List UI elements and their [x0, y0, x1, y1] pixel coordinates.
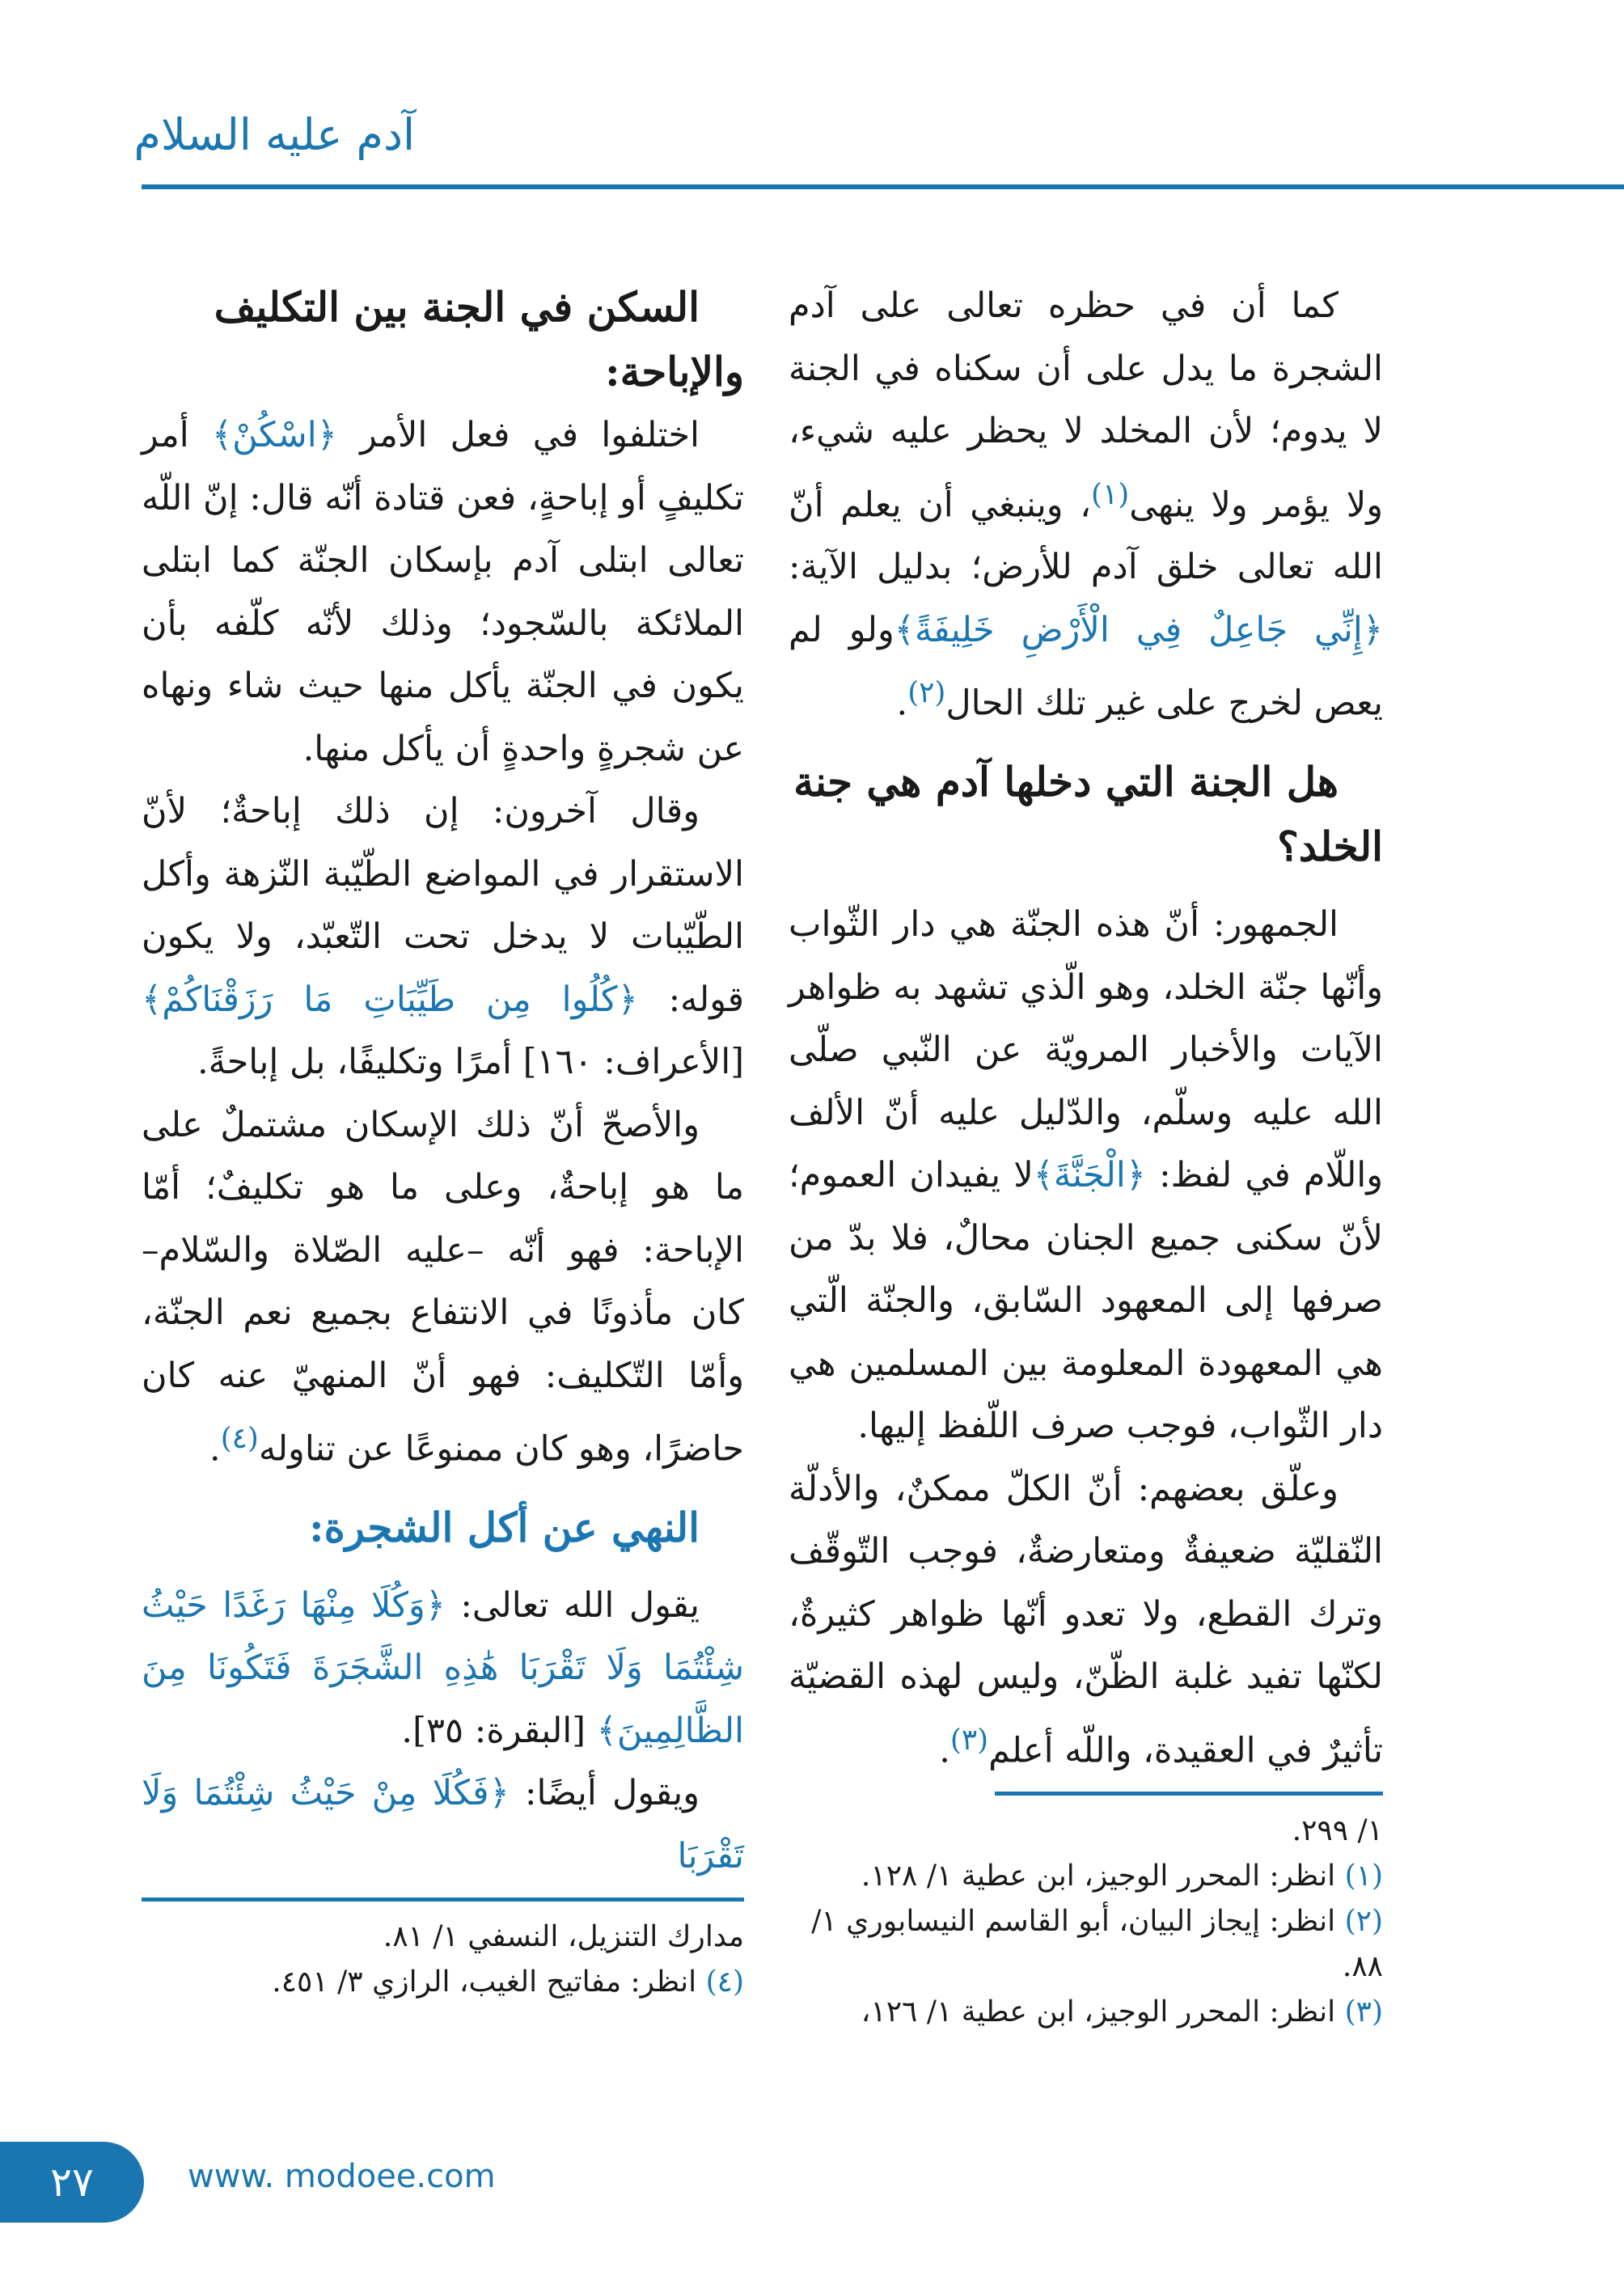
- header-rule: [142, 184, 1624, 189]
- quran-verse: ﴿إِنِّي جَاعِلٌ فِي الْأَرْضِ خَلِيفَةً﴾: [894, 609, 1383, 650]
- paragraph: وقال آخرون: إن ذلك إباحةٌ؛ لأنّ الاستقرار في المواضع الطّيّبة النّزهة وأكل الطّيّبات لا يدخل تحت التّعبّد، ولا يكون قوله: ﴿كُلُوا مِن طَيِّبَاتِ مَا رَزَقْنَاكُمْ﴾[الأعراف: ١٦٠] أمرًا وتكليفًا، بل إباحةً.: [142, 791, 745, 1082]
- footnote-2: (٢) انظر: إيجاز البيان، أبو القاسم النيسابوري ١/ ٨٨.: [811, 1905, 1383, 1984]
- footnote-ref[interactable]: (٢): [907, 676, 946, 710]
- footnote-ref[interactable]: (٣): [949, 1723, 989, 1757]
- footnote-4: (٤) انظر: مفاتيح الغيب، الرازي ٣/ ٤٥١.: [272, 1965, 744, 1999]
- section-heading: هل الجنة التي دخلها آدم هي جنة الخلد؟: [793, 758, 1383, 871]
- footnote-ref[interactable]: (٤): [220, 1422, 259, 1455]
- section-heading: السكن في الجنة بين التكليف والإباحة:: [214, 283, 744, 396]
- quran-verse: ﴿كُلُوا مِن طَيِّبَاتِ مَا رَزَقْنَاكُمْ﴾: [142, 979, 638, 1020]
- left-column: [142, 275, 744, 2005]
- website-link[interactable]: www. modoee.com: [188, 2158, 496, 2195]
- right-column: [789, 275, 1383, 2035]
- paragraph: والأصحّ أنّ ذلك الإسكان مشتملٌ على ما هو إباحةٌ، وعلى ما هو تكليفٌ؛ أمّا الإباحة: فهو أنّه –عليه الصّلاة والسّلام– كان مأذونًا في الانتفاع بجميع نعم الجنّة، وأمّا التّكليف: فهو أنّ المنهيّ عنه كان حاضرًا، وهو كان ممنوعًا عن تناوله$^{(٤)}$.: [142, 1104, 744, 1470]
- page-number-badge: ٢٧: [0, 2142, 144, 2223]
- footnote-continuation: مدارك التنزيل، النسفي ١/ ٨١.: [383, 1920, 744, 1954]
- quran-verse: ﴿فَكُلَا مِنْ حَيْثُ شِئْتُمَا وَلَا تَقْرَبَا: [142, 1773, 744, 1876]
- paragraph: يقول الله تعالى: ﴿وَكُلَا مِنْهَا رَغَدًا حَيْثُ شِئْتُمَا وَلَا تَقْرَبَا هَٰذِهِ الشَّجَرَةَ فَتَكُونَا مِنَ الظَّالِمِينَ﴾ [البقرة: ٣٥].: [142, 1584, 744, 1751]
- paragraph: كما أن في حظره تعالى على آدم الشجرة ما يدل على أن سكناه في الجنة لا يدوم؛ لأن المخلد لا يحظر عليه شيء، ولا يؤمر ولا ينهى$^{(١)}$، وينبغي أن يعلم أنّ الله تعالى خلق آدم للأرض؛ بدليل الآية: ﴿إِنِّي جَاعِلٌ فِي الْأَرْضِ خَلِيفَةً﴾ولو لم يعص لخرج على غير تلك الحال$^{(٢)}$.: [789, 286, 1383, 724]
- quran-verse: ﴿الْجَنَّةَ﴾: [1033, 1155, 1146, 1196]
- footnotes: [789, 1809, 1383, 2035]
- footnotes: [142, 1914, 744, 2005]
- footnote-continuation: ١/ ٢٩٩.: [1292, 1814, 1383, 1848]
- paragraph: ويقول أيضًا: ﴿فَكُلَا مِنْ حَيْثُ شِئْتُمَا وَلَا تَقْرَبَا: [142, 1773, 744, 1876]
- paragraph: الجمهور: أنّ هذه الجنّة هي دار الثّواب وأنّها جنّة الخلد، وهو الّذي تشهد به ظواهر الآيات والأخبار المرويّة عن النّبي صلّى الله عليه وسلّم، والدّليل عليه أنّ الألف واللّام في لفظ: ﴿الْجَنَّةَ﴾لا يفيدان العموم؛ لأنّ سكنى جميع الجنان محالٌ، فلا بدّ من صرفها إلى المعهود السّابق، والجنّة الّتي هي المعهودة المعلومة بين المسلمين هي دار الثّواب، فوجب صرف اللّفظ إليها.: [789, 904, 1384, 1447]
- verse-reference: [الأعراف: ١٦٠]: [522, 1042, 744, 1082]
- section-heading: النهي عن أكل الشجرة:: [309, 1503, 700, 1551]
- footnote-rule: [995, 1792, 1383, 1796]
- footnote-rule: [142, 1897, 744, 1902]
- running-head-title: آدم عليه السلام: [133, 109, 415, 160]
- quran-verse: ﴿وَكُلَا مِنْهَا رَغَدًا حَيْثُ شِئْتُمَا وَلَا تَقْرَبَا هَٰذِهِ الشَّجَرَةَ فَتَكُونَا مِنَ الظَّالِمِينَ﴾: [142, 1584, 744, 1751]
- footnote-3: (٣) انظر: المحرر الوجيز، ابن عطية ١/ ١٢٦،: [861, 1995, 1383, 2029]
- footnote-ref[interactable]: (١): [1090, 477, 1130, 511]
- paragraph: وعلّق بعضهم: أنّ الكلّ ممكنٌ، والأدلّة النّقليّة ضعيفةٌ ومتعارضةٌ، فوجب التّوقّف وترك القطع، ولا تعدو أنّها ظواهر كثيرةٌ، لكنّها تفيد غلبة الظّنّ، وليس لهذه القضيّة تأثيرٌ في العقيدة، واللّه أعلم$^{(٣)}$.: [789, 1468, 1383, 1771]
- footnote-1: (١) انظر: المحرر الوجيز، ابن عطية ١/ ١٢٨.: [861, 1859, 1383, 1893]
- verse-reference: [البقرة: ٣٥].: [401, 1710, 586, 1751]
- quran-verse: ﴿اسْكُنْ﴾: [211, 415, 337, 455]
- paragraph: اختلفوا في فعل الأمر ﴿اسْكُنْ﴾ أمر تكليفٍ أو إباحةٍ، فعن قتادة أنّه قال: إنّ اللّه تعالى ابتلى آدم بإسكان الجنّة كما ابتلى الملائكة بالسّجود؛ وذلك لأنّه كلّفه بأن يكون في الجنّة يأكل منها حيث شاء ونهاه عن شجرةٍ واحدةٍ أن يأكل منها.: [142, 415, 744, 769]
